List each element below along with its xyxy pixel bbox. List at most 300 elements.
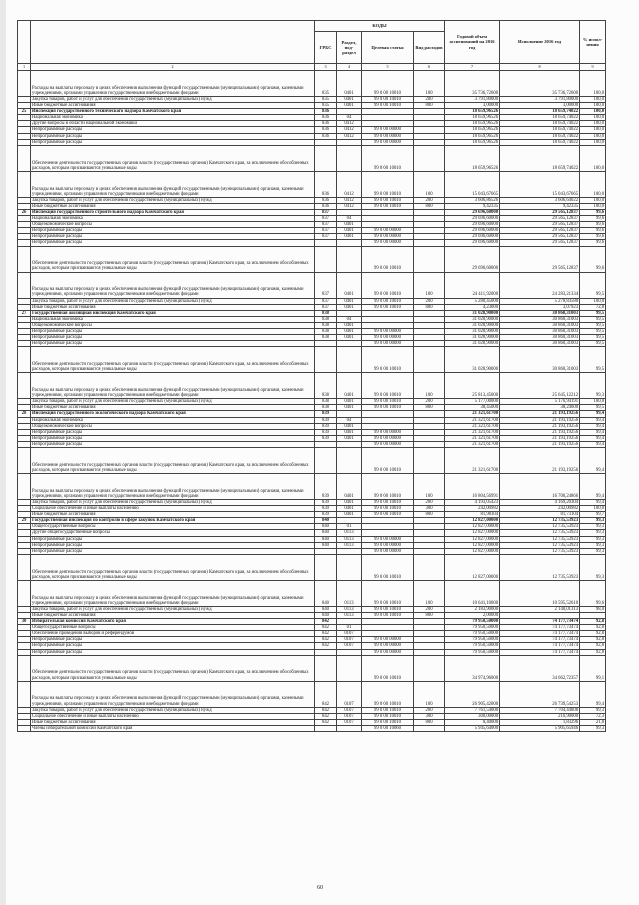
header-fact: Исполнение 2016 год	[500, 21, 580, 64]
row-type: 300	[414, 713, 445, 719]
row-number: 26	[18, 209, 31, 215]
row-plan: 18 659,96526	[445, 133, 500, 139]
row-type	[414, 448, 445, 474]
row-name: Социальное обеспечение и иные выплаты населению	[31, 506, 315, 512]
row-name: Обеспечение деятельности государственных органов власти (государственных органов) Камчатского края, за исключением обособленных расходов, которым присваиваются уникальные коды	[31, 655, 315, 681]
row-fact: 21 193,19256	[500, 441, 580, 447]
row-razdel: 0401	[337, 512, 362, 518]
row-target: 99 0 00 00000	[362, 335, 414, 341]
row-fact: 21 193,19256	[500, 411, 580, 417]
row-name: Избирательная комиссия Камчатского края	[31, 619, 315, 625]
row-fact: 25 645,12212	[500, 373, 580, 399]
row-grbs: 837	[315, 304, 337, 310]
row-target: 99 0 00 10010	[362, 655, 414, 681]
row-razdel: 01	[337, 524, 362, 530]
row-grbs: 842	[315, 631, 337, 637]
row-percent: 100,0	[580, 506, 606, 512]
row-plan: 5 280,45000	[445, 298, 500, 304]
row-name: Закупка товаров, работ и услуг для обеспечения государственных (муниципальных) нужд	[31, 399, 315, 405]
row-name: Расходы на выплаты персоналу в целях обеспечения выполнения функций государственными (муниципальными) органами, казенными учреждениями, органами управления государственными внебюджетными фондами	[31, 474, 315, 500]
row-target: 99 0 00 00000	[362, 240, 414, 246]
row-fact: 74 177,73474	[500, 649, 580, 655]
row-grbs: 842	[315, 719, 337, 725]
row-razdel: 0401	[337, 234, 362, 240]
table-row	[18, 725, 606, 731]
table-row	[18, 145, 606, 171]
row-fact: 30 860,31003	[500, 347, 580, 373]
row-target: 99 0 00 10010	[362, 707, 414, 713]
row-type	[414, 145, 445, 171]
row-grbs: 842	[315, 619, 337, 625]
row-razdel: 0107	[337, 637, 362, 643]
row-razdel: 0107	[337, 681, 362, 707]
header-target: Целевая статья	[362, 32, 414, 64]
row-plan: 35 736,72600	[445, 71, 500, 97]
row-grbs: 840	[315, 524, 337, 530]
row-grbs: 839	[315, 435, 337, 441]
row-name: Инспекция государственного экологического надзора Камчатского края	[31, 411, 315, 417]
row-plan: 29 696,60000	[445, 228, 500, 234]
row-razdel: 0113	[337, 542, 362, 548]
row-name: Другие общегосударственные вопросы	[31, 530, 315, 536]
row-grbs: 839	[315, 474, 337, 500]
row-percent: 100,0	[580, 121, 606, 127]
row-number: 30	[18, 619, 31, 625]
row-razdel: 0113	[337, 580, 362, 606]
row-grbs: 842	[315, 713, 337, 719]
row-fact: 9,42335	[500, 203, 580, 209]
row-fact: 12 735,53923	[500, 548, 580, 554]
row-target: 99 0 00 10010	[362, 373, 414, 399]
row-type: 200	[414, 97, 445, 103]
row-plan: 3 791,80000	[445, 97, 500, 103]
header-plan: Годовой объем ассигнований на 2016 год	[445, 21, 500, 64]
row-razdel: 0401	[337, 500, 362, 506]
row-fact: 18 659,74022	[500, 145, 580, 171]
row-name: Общеэкономические вопросы	[31, 322, 315, 328]
row-fact: 30 860,31003	[500, 322, 580, 328]
row-percent: 99,6	[580, 209, 606, 215]
row-plan: 79 950,50000	[445, 637, 500, 643]
row-percent: 99,3	[580, 542, 606, 548]
table-row	[18, 474, 606, 500]
header-no	[18, 21, 31, 64]
row-target: 99 0 00 10010	[362, 145, 414, 171]
row-percent: 99,6	[580, 222, 606, 228]
row-grbs	[315, 145, 337, 171]
row-grbs: 837	[315, 222, 337, 228]
row-fact: 242,00982	[500, 506, 580, 512]
row-percent: 99,6	[580, 246, 606, 272]
row-percent: 92,8	[580, 643, 606, 649]
row-percent: 99,4	[580, 448, 606, 474]
row-number	[18, 373, 31, 399]
row-target: 99 0 00 10010	[362, 71, 414, 97]
row-percent: 99,6	[580, 234, 606, 240]
row-target: 99 0 00 00000	[362, 328, 414, 334]
row-plan: 10 641,10000	[445, 580, 500, 606]
row-fact: 30 860,31003	[500, 328, 580, 334]
row-target: 99 0 00 00000	[362, 127, 414, 133]
row-fact: 18 659,74022	[500, 127, 580, 133]
row-plan: 12 827,00000	[445, 542, 500, 548]
row-percent: 99,4	[580, 435, 606, 441]
row-percent: 100,0	[580, 109, 606, 115]
row-fact: 29 565,12837	[500, 209, 580, 215]
row-name: Непрограммные расходы	[31, 441, 315, 447]
row-name: Закупка товаров, работ и услуг для обеспечения государственных (муниципальных) нужд	[31, 500, 315, 506]
row-plan: 12 827,00000	[445, 518, 500, 524]
row-razdel: 04	[337, 316, 362, 322]
row-name: Непрограммные расходы	[31, 637, 315, 643]
row-name: Национальная экономика	[31, 417, 315, 423]
row-percent: 100,0	[580, 71, 606, 97]
row-grbs: 839	[315, 506, 337, 512]
row-fact: 30 860,31003	[500, 310, 580, 316]
row-percent: 99,6	[580, 580, 606, 606]
row-grbs: 837	[315, 234, 337, 240]
row-fact: 74 177,73474	[500, 637, 580, 643]
row-percent: 99,6	[580, 240, 606, 246]
row-fact: 74 177,73474	[500, 631, 580, 637]
row-plan: 8,40000	[445, 719, 500, 725]
row-target: 99 0 00 10010	[362, 580, 414, 606]
row-number	[18, 145, 31, 171]
row-grbs	[315, 448, 337, 474]
row-razdel: 0412	[337, 121, 362, 127]
row-name: Обеспечение деятельности государственных органов власти (государственных органов) Камчатского края, за исключением обособленных расходов, которым присваиваются уникальные коды	[31, 145, 315, 171]
row-type: 800	[414, 203, 445, 209]
row-target: 99 0 00 00000	[362, 234, 414, 240]
row-plan: 21 321,61700	[445, 411, 500, 417]
row-percent: 100,0	[580, 399, 606, 405]
row-plan: 29 696,60000	[445, 240, 500, 246]
row-type: 200	[414, 606, 445, 612]
row-razdel: 0113	[337, 612, 362, 618]
row-razdel	[337, 448, 362, 474]
row-percent: 99,5	[580, 405, 606, 411]
table-row	[18, 554, 606, 580]
row-name: Общегосударственные вопросы	[31, 524, 315, 530]
row-fact: 16 700,24866	[500, 474, 580, 500]
row-plan: 29 696,60000	[445, 209, 500, 215]
row-target: 99 0 00 00000	[362, 542, 414, 548]
row-number: 25	[18, 109, 31, 115]
row-fact: 3,07923	[500, 304, 580, 310]
row-name: Непрограммные расходы	[31, 643, 315, 649]
row-fact: 15 043,67665	[500, 171, 580, 197]
row-target: 99 0 00 10010	[362, 606, 414, 612]
table-row	[18, 171, 606, 197]
row-grbs	[315, 725, 337, 731]
row-name: Обеспечение деятельности государственных органов власти (государственных органов) Камчатского края, за исключением обособленных расходов, которым присваиваются уникальные коды	[31, 246, 315, 272]
row-percent: 100,0	[580, 171, 606, 197]
row-name: Национальная экономика	[31, 316, 315, 322]
row-plan: 79 950,50000	[445, 643, 500, 649]
row-name: Непрограммные расходы	[31, 228, 315, 234]
row-fact: 29 565,12837	[500, 228, 580, 234]
row-target: 99 0 00 10010	[362, 272, 414, 298]
row-grbs: 840	[315, 530, 337, 536]
row-razdel: 0401	[337, 474, 362, 500]
row-fact: 29 565,12837	[500, 240, 580, 246]
row-plan: 242,00982	[445, 506, 500, 512]
row-fact: 18 659,74022	[500, 133, 580, 139]
row-name: Иные бюджетные ассигнования	[31, 304, 315, 310]
row-grbs: 836	[315, 133, 337, 139]
row-fact: 74 177,73474	[500, 643, 580, 649]
row-grbs	[315, 246, 337, 272]
row-percent: 99,4	[580, 500, 606, 506]
row-target: 99 0 00 10010	[362, 719, 414, 725]
row-percent: 99,3	[580, 373, 606, 399]
row-percent: 99,4	[580, 681, 606, 707]
row-razdel	[337, 347, 362, 373]
table-row	[18, 655, 606, 681]
row-grbs: 842	[315, 625, 337, 631]
row-fact: 21 193,19256	[500, 423, 580, 429]
row-percent: 100,0	[580, 203, 606, 209]
row-fact: 30 860,31003	[500, 316, 580, 322]
row-fact: 7 704,44808	[500, 707, 580, 713]
budget-execution-table	[17, 20, 606, 732]
row-target: 99 0 00 00000	[362, 637, 414, 643]
row-grbs	[315, 347, 337, 373]
row-grbs: 840	[315, 612, 337, 618]
row-name: Непрограммные расходы	[31, 335, 315, 341]
row-razdel: 04	[337, 115, 362, 121]
row-type	[414, 655, 445, 681]
row-fact: 29 565,12837	[500, 234, 580, 240]
row-razdel	[337, 145, 362, 171]
row-grbs: 836	[315, 127, 337, 133]
row-name: Непрограммные расходы	[31, 649, 315, 655]
row-razdel: 0412	[337, 203, 362, 209]
row-target: 99 0 00 10010	[362, 405, 414, 411]
row-percent: 99,5	[580, 347, 606, 373]
row-grbs: 838	[315, 316, 337, 322]
row-percent: 100,0	[580, 133, 606, 139]
row-percent: 92,8	[580, 619, 606, 625]
col-num: 1	[18, 64, 31, 71]
row-plan: 18 659,96526	[445, 145, 500, 171]
row-percent: 72,8	[580, 304, 606, 310]
row-razdel: 0401	[337, 97, 362, 103]
row-percent: 72,3	[580, 713, 606, 719]
row-fact: 5 176,94191	[500, 399, 580, 405]
row-type: 800	[414, 103, 445, 109]
row-percent: 99,3	[580, 554, 606, 580]
row-razdel: 0401	[337, 304, 362, 310]
row-plan: 31 028,90000	[445, 316, 500, 322]
header-name	[31, 21, 315, 64]
col-num: 7	[445, 64, 500, 71]
row-fact: 38,24600	[500, 405, 580, 411]
row-razdel	[337, 554, 362, 580]
row-fact: 29 565,12837	[500, 216, 580, 222]
row-target: 99 0 00 00000	[362, 133, 414, 139]
row-percent: 100,0	[580, 103, 606, 109]
row-razdel: 04	[337, 417, 362, 423]
row-name: Общеэкономические вопросы	[31, 222, 315, 228]
row-grbs: 840	[315, 518, 337, 524]
row-razdel: 0401	[337, 435, 362, 441]
row-grbs: 836	[315, 121, 337, 127]
row-type: 100	[414, 71, 445, 97]
row-target: 99 0 00 10010	[362, 304, 414, 310]
row-number	[18, 347, 31, 373]
row-plan: 18 659,96526	[445, 115, 500, 121]
table-row	[18, 71, 606, 97]
row-razdel: 0412	[337, 171, 362, 197]
row-target: 99 0 00 00000	[362, 643, 414, 649]
row-razdel: 0401	[337, 103, 362, 109]
row-fact: 5 905,65946	[500, 725, 580, 731]
row-grbs: 837	[315, 228, 337, 234]
row-grbs: 839	[315, 417, 337, 423]
row-number	[18, 272, 31, 298]
row-target: 99 0 00 10010	[362, 681, 414, 707]
row-number	[18, 681, 31, 707]
row-name: Обеспечение деятельности государственных органов власти (государственных органов) Камчатского края, за исключением обособленных расходов, которым присваиваются уникальные коды	[31, 554, 315, 580]
row-plan: 31 028,90000	[445, 347, 500, 373]
row-fact: 34 662,72357	[500, 655, 580, 681]
row-razdel: 0107	[337, 719, 362, 725]
row-type: 100	[414, 681, 445, 707]
row-type: 800	[414, 512, 445, 518]
col-num: 9	[580, 64, 606, 71]
row-grbs	[315, 655, 337, 681]
row-grbs	[315, 554, 337, 580]
row-plan: 15 043,67665	[445, 171, 500, 197]
row-target: 99 0 00 10010	[362, 246, 414, 272]
row-grbs: 842	[315, 643, 337, 649]
row-razdel: 0412	[337, 127, 362, 133]
row-plan: 4,23000	[445, 304, 500, 310]
row-number: 28	[18, 411, 31, 417]
row-type: 800	[414, 719, 445, 725]
row-plan: 29 696,60000	[445, 234, 500, 240]
row-plan: 31 028,90000	[445, 322, 500, 328]
table-row	[18, 448, 606, 474]
row-grbs: 839	[315, 411, 337, 417]
row-plan: 79 950,50000	[445, 625, 500, 631]
row-name: Иные бюджетные ассигнования	[31, 512, 315, 518]
row-name: Закупка товаров, работ и услуг для обеспечения государственных (муниципальных) нужд	[31, 97, 315, 103]
row-fact: 24 283,21334	[500, 272, 580, 298]
row-percent: 99,1	[580, 655, 606, 681]
row-name: Непрограммные расходы	[31, 548, 315, 554]
row-number	[18, 71, 31, 97]
row-name: Обеспечение деятельности государственных органов власти (государственных органов) Камчатского края, за исключением обособленных расходов, которым присваиваются уникальные коды	[31, 448, 315, 474]
row-fact: 216,90000	[500, 713, 580, 719]
row-percent: 100,0	[580, 139, 606, 145]
row-target: 99 0 00 10010	[362, 171, 414, 197]
row-target: 99 0 00 00000	[362, 341, 414, 347]
row-fact: 5 278,83580	[500, 298, 580, 304]
row-grbs: 838	[315, 373, 337, 399]
row-fact: 12 735,53923	[500, 542, 580, 548]
row-fact: 12 735,53923	[500, 554, 580, 580]
row-type: 200	[414, 298, 445, 304]
row-name: Государственная инспекция по контролю в сфере закупок Камчатского края	[31, 518, 315, 524]
row-type: 300	[414, 506, 445, 512]
row-plan: 31 028,90000	[445, 310, 500, 316]
row-plan: 31 028,90000	[445, 335, 500, 341]
row-razdel: 0412	[337, 133, 362, 139]
row-grbs: 838	[315, 328, 337, 334]
row-razdel: 0412	[337, 197, 362, 203]
row-grbs: 840	[315, 536, 337, 542]
row-percent: 99,6	[580, 228, 606, 234]
row-razdel: 0401	[337, 328, 362, 334]
row-name: Общегосударственные вопросы	[31, 625, 315, 631]
row-grbs: 837	[315, 272, 337, 298]
row-target: 99 0 00 00000	[362, 139, 414, 145]
row-name: Непрограммные расходы	[31, 435, 315, 441]
row-target: 99 0 00 10010	[362, 103, 414, 109]
row-razdel: 0401	[337, 71, 362, 97]
row-percent: 99,5	[580, 335, 606, 341]
row-grbs: 835	[315, 103, 337, 109]
row-grbs: 840	[315, 580, 337, 606]
row-razdel: 0113	[337, 530, 362, 536]
page-number: 60	[317, 885, 323, 891]
row-plan: 16 804,56991	[445, 474, 500, 500]
row-target: 99 0 00 10010	[362, 612, 414, 618]
row-number	[18, 725, 31, 731]
row-name: Закупка товаров, работ и услуг для обеспечения государственных (муниципальных) нужд	[31, 707, 315, 713]
row-fact: 2 140,01313	[500, 606, 580, 612]
row-target: 99 0 00 10010	[362, 554, 414, 580]
row-percent: 100,0	[580, 145, 606, 171]
row-name: Закупка товаров, работ и услуг для обеспечения государственных (муниципальных) нужд	[31, 197, 315, 203]
row-fact: 21 193,19256	[500, 448, 580, 474]
row-name: Национальная экономика	[31, 115, 315, 121]
row-plan: 31 028,90000	[445, 328, 500, 334]
row-target: 99 0 00 10010	[362, 512, 414, 518]
row-grbs: 840	[315, 606, 337, 612]
row-fact: 21 193,19256	[500, 435, 580, 441]
row-plan: 18 659,96526	[445, 127, 500, 133]
row-target: 99 0 00 00000	[362, 649, 414, 655]
row-name: Национальная экономика	[31, 216, 315, 222]
row-plan: 81,98304	[445, 512, 500, 518]
row-name: Иные бюджетные ассигнования	[31, 405, 315, 411]
row-target: 99 0 00 00000	[362, 228, 414, 234]
row-fact: 74 177,73474	[500, 619, 580, 625]
row-plan: 25 813,45000	[445, 373, 500, 399]
row-grbs: 842	[315, 707, 337, 713]
row-fact: 12 735,53923	[500, 518, 580, 524]
row-name: Расходы на выплаты персоналу в целях обеспечения выполнения функций государственными (муниципальными) органами, казенными учреждениями, органами управления государственными внебюджетными фондами	[31, 681, 315, 707]
row-plan: 12 827,00000	[445, 524, 500, 530]
row-percent: 92,8	[580, 631, 606, 637]
row-razdel: 0401	[337, 322, 362, 328]
row-plan: 29 696,60000	[445, 222, 500, 228]
row-grbs: 839	[315, 512, 337, 518]
row-name: Расходы на выплаты персоналу в целях обеспечения выполнения функций государственными (муниципальными) органами, казенными учреждениями, органами управления государственными внебюджетными фондами	[31, 580, 315, 606]
row-type: 100	[414, 580, 445, 606]
row-plan: 79 950,50000	[445, 619, 500, 625]
row-razdel: 0113	[337, 606, 362, 612]
row-grbs: 838	[315, 310, 337, 316]
row-name: Общеэкономические вопросы	[31, 423, 315, 429]
row-target: 99 0 00 10010	[362, 298, 414, 304]
row-plan: 3 606,86526	[445, 197, 500, 203]
row-plan: 5 945,64000	[445, 725, 500, 731]
row-name: Расходы на выплаты персоналу в целях обеспечения выполнения функций государственными (муниципальными) органами, казенными учреждениями, органами управления государственными внебюджетными фондами	[31, 71, 315, 97]
